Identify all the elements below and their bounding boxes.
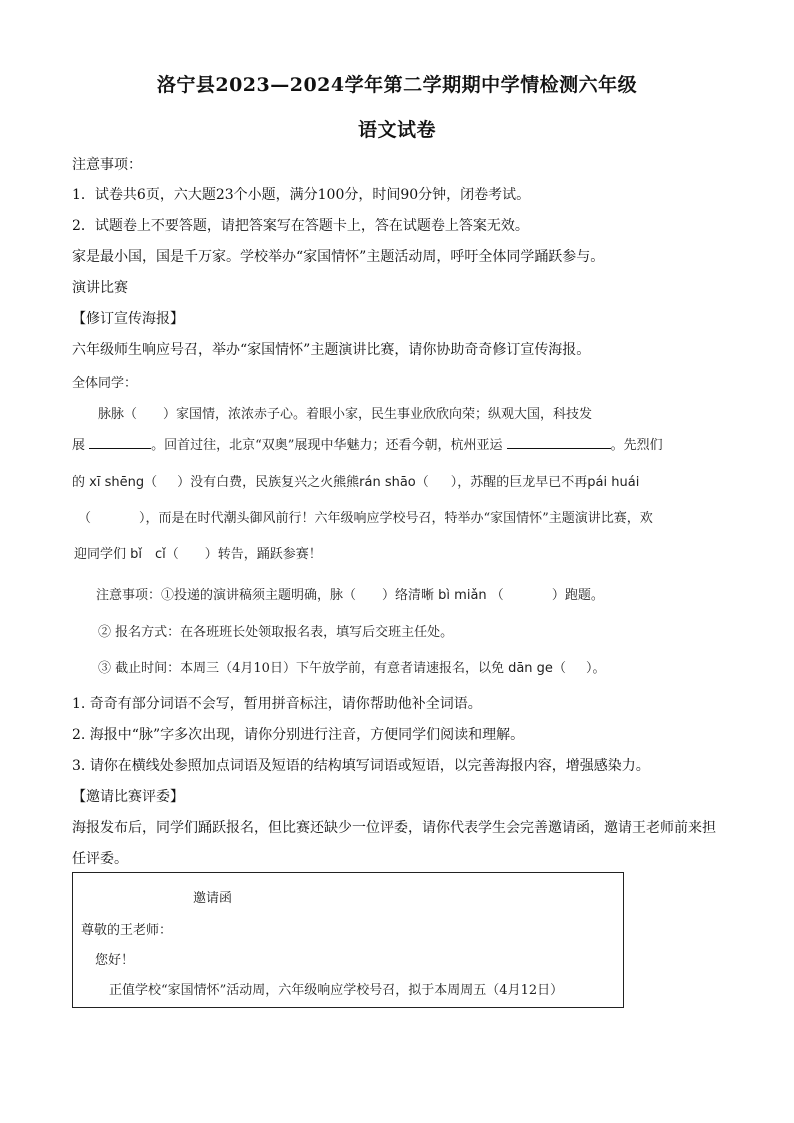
notice-heading: 注意事项：	[72, 157, 142, 173]
pinyin-hint: pái huái	[587, 475, 640, 490]
exam-title: 洛宁县2023—2024学年第二学期期中学情检测六年级	[156, 74, 638, 96]
section-heading-invitation: 【邀请比赛评委】	[72, 789, 184, 805]
section-invitation-desc-2: 任评委。	[72, 851, 128, 867]
poster-note-3: ③ 截止时间：本周三（4月10日）下午放学前，有意者请速报名，以免 dān ge（ ）。	[98, 661, 606, 676]
invitation-letter-box	[72, 872, 624, 1008]
section-heading-poster: 【修订宣传海报】	[72, 311, 184, 327]
poster-note-2: ② 报名方式：在各班班长处领取报名表，填写后交班主任处。	[98, 625, 454, 640]
letter-body: 正值学校“家国情怀”活动周，六年级响应学校号召，拟于本周周五（4月12日）	[109, 983, 564, 998]
question-1: 1. 奇奇有部分词语不会写，暂用拼音标注，请你帮助他补全词语。	[72, 696, 482, 712]
poster-line-3: 的 xī shēng（ ）没有白费，民族复兴之火熊熊rán shāo（ ），苏醒的巨龙早已不再pái huái	[72, 475, 640, 490]
pinyin-hint: xī shēng	[89, 475, 145, 490]
section-invitation-desc-1: 海报发布后，同学们踊跃报名，但比赛还缺少一位评委，请你代表学生会完善邀请函，邀请王老师前来担	[72, 820, 716, 836]
answer-blank[interactable]	[507, 448, 611, 449]
poster-line-5: 迎同学们 bǐ cǐ（ ）转告，踊跃参赛！	[74, 547, 322, 562]
poster-line-4: （ ），而是在时代潮头御风前行！六年级响应学校号召，特举办“家国情怀”主题演讲比赛，欢	[78, 511, 653, 526]
pinyin-hint: bì miǎn	[438, 588, 487, 603]
letter-salutation: 尊敬的王老师：	[81, 923, 173, 938]
poster-greeting: 全体同学：	[72, 376, 138, 391]
poster-note-1: 注意事项：①投递的演讲稿须主题明确，脉（ ）络清晰 bì miǎn （ ）跑题。	[96, 588, 604, 603]
exam-subtitle: 语文试卷	[357, 119, 436, 141]
poster-line-1: 脉脉（ ）家国情，浓浓赤子心。着眼小家，民生事业欣欣向荣；纵观大国，科技发	[98, 407, 593, 422]
letter-greeting: 您好！	[95, 953, 135, 968]
question-3: 3. 请你在横线处参照加点词语及短语的结构填写词语或短语，以完善海报内容，增强感染力。	[72, 758, 650, 774]
section-poster-desc: 六年级师生响应号召，举办“家国情怀”主题演讲比赛，请你协助奇奇修订宣传海报。	[72, 342, 591, 358]
pinyin-hint: rán shāo	[359, 475, 416, 490]
intro-text: 家是最小国，国是千万家。学校举办“家国情怀”主题活动周，呼吁全体同学踊跃参与。	[72, 249, 605, 265]
question-2: 2. 海报中“脉”字多次出现，请你分别进行注音，方便同学们阅读和理解。	[72, 727, 525, 743]
answer-blank[interactable]	[89, 448, 151, 449]
pinyin-hint: dān ge	[508, 661, 553, 676]
letter-title: 邀请函	[193, 891, 233, 906]
notice-item-2: 2．试题卷上不要答题，请把答案写在答题卡上，答在试题卷上答案无效。	[72, 218, 529, 234]
pinyin-hint: bǐ cǐ	[130, 547, 166, 562]
notice-item-1: 1．试卷共6页，六大题23个小题，满分100分，时间90分钟，闭卷考试。	[72, 187, 531, 203]
section-title-speech: 演讲比赛	[72, 280, 128, 296]
poster-line-2: 展 。回首过往，北京“双奥”展现中华魅力；还看今朝，杭州亚运 。先烈们	[72, 438, 663, 453]
